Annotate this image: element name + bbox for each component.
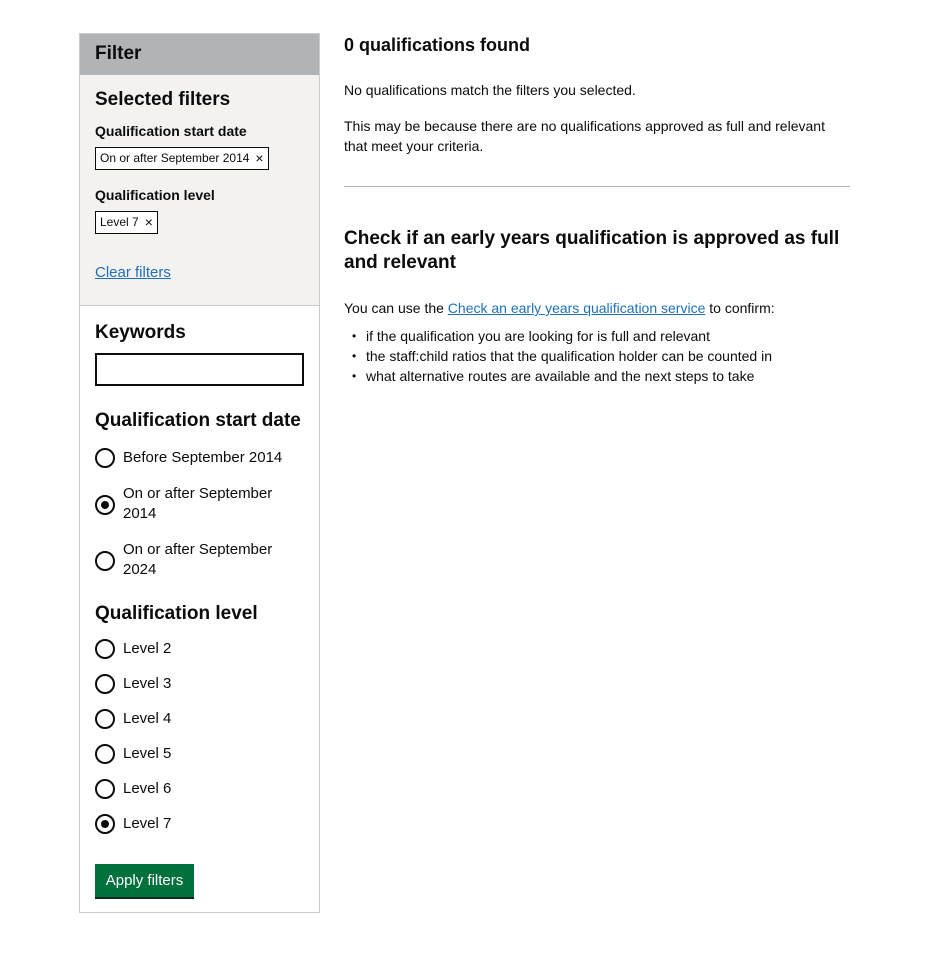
filter-header xyxy=(80,34,319,75)
level-option-2[interactable] xyxy=(95,639,304,659)
radio-button-selected[interactable] xyxy=(95,495,115,515)
start-date-filter-tag[interactable] xyxy=(95,147,269,170)
radio-label: On or after September 2024 xyxy=(123,541,273,578)
level-heading: Qualification level xyxy=(95,603,258,624)
level-option-5[interactable] xyxy=(95,744,304,764)
service-intro xyxy=(344,298,850,318)
results-heading: 0 qualifications found xyxy=(344,35,531,55)
radio-label: Level 5 xyxy=(123,745,172,762)
start-date-option-after-2014[interactable] xyxy=(95,484,304,524)
start-date-option-before-2014[interactable] xyxy=(95,448,304,468)
remove-icon[interactable]: × xyxy=(144,214,153,230)
selected-filters xyxy=(80,75,319,306)
radio-button[interactable] xyxy=(95,709,115,729)
filter-options xyxy=(80,306,319,834)
level-filter-tag[interactable] xyxy=(95,211,158,234)
section-divider xyxy=(344,186,850,187)
apply-filters-button[interactable]: Apply filters xyxy=(95,864,194,897)
intro-text: You can use the xyxy=(344,300,448,316)
no-match-text: No qualifications match the filters you selected. xyxy=(344,82,636,98)
remove-icon[interactable]: × xyxy=(255,150,264,166)
selected-level-heading: Qualification level xyxy=(95,187,215,203)
list-item: • the staff:child ratios that the qualification holder can be counted in xyxy=(352,346,850,366)
results-content xyxy=(344,33,850,386)
keywords-input[interactable] xyxy=(95,353,304,386)
radio-button[interactable] xyxy=(95,551,115,571)
radio-button[interactable] xyxy=(95,639,115,659)
service-bullet-list xyxy=(344,326,850,386)
keywords-heading: Keywords xyxy=(95,322,186,343)
level-option-6[interactable] xyxy=(95,779,304,799)
list-item: • if the qualification you are looking for is full and relevant xyxy=(352,326,850,346)
radio-label: Level 3 xyxy=(123,675,172,692)
radio-label: Level 7 xyxy=(123,815,172,832)
radio-label: Level 6 xyxy=(123,780,172,797)
level-option-7[interactable] xyxy=(95,814,304,834)
clear-filters-link[interactable]: Clear filters xyxy=(95,264,171,281)
radio-label: Level 4 xyxy=(123,710,172,727)
radio-label: On or after September 2014 xyxy=(123,485,273,522)
radio-button[interactable] xyxy=(95,744,115,764)
radio-label: Level 2 xyxy=(123,640,172,657)
level-option-3[interactable] xyxy=(95,674,304,694)
filter-title: Filter xyxy=(95,43,142,64)
radio-button-selected[interactable] xyxy=(95,814,115,834)
filter-panel xyxy=(79,33,320,913)
reason-text: This may be because there are no qualifications approved as full and relevant that meet your criteria. xyxy=(344,118,825,154)
start-date-tag-label: On or after September 2014 xyxy=(100,151,250,165)
radio-label: Before September 2014 xyxy=(123,449,283,466)
level-option-4[interactable] xyxy=(95,709,304,729)
radio-button[interactable] xyxy=(95,674,115,694)
radio-button[interactable] xyxy=(95,448,115,468)
level-tag-label: Level 7 xyxy=(100,215,139,229)
selected-filters-heading: Selected filters xyxy=(95,89,231,110)
list-item: • what alternative routes are available and the next steps to take xyxy=(352,366,850,386)
start-date-option-after-2024[interactable] xyxy=(95,540,304,580)
selected-start-date-heading: Qualification start date xyxy=(95,123,247,139)
check-qualification-heading: Check if an early years qualification is approved as full and relevant xyxy=(344,228,840,273)
check-service-link[interactable]: Check an early years qualification service xyxy=(447,300,706,316)
radio-button[interactable] xyxy=(95,779,115,799)
intro-suffix: to confirm: xyxy=(705,300,775,316)
start-date-heading: Qualification start date xyxy=(95,410,301,431)
